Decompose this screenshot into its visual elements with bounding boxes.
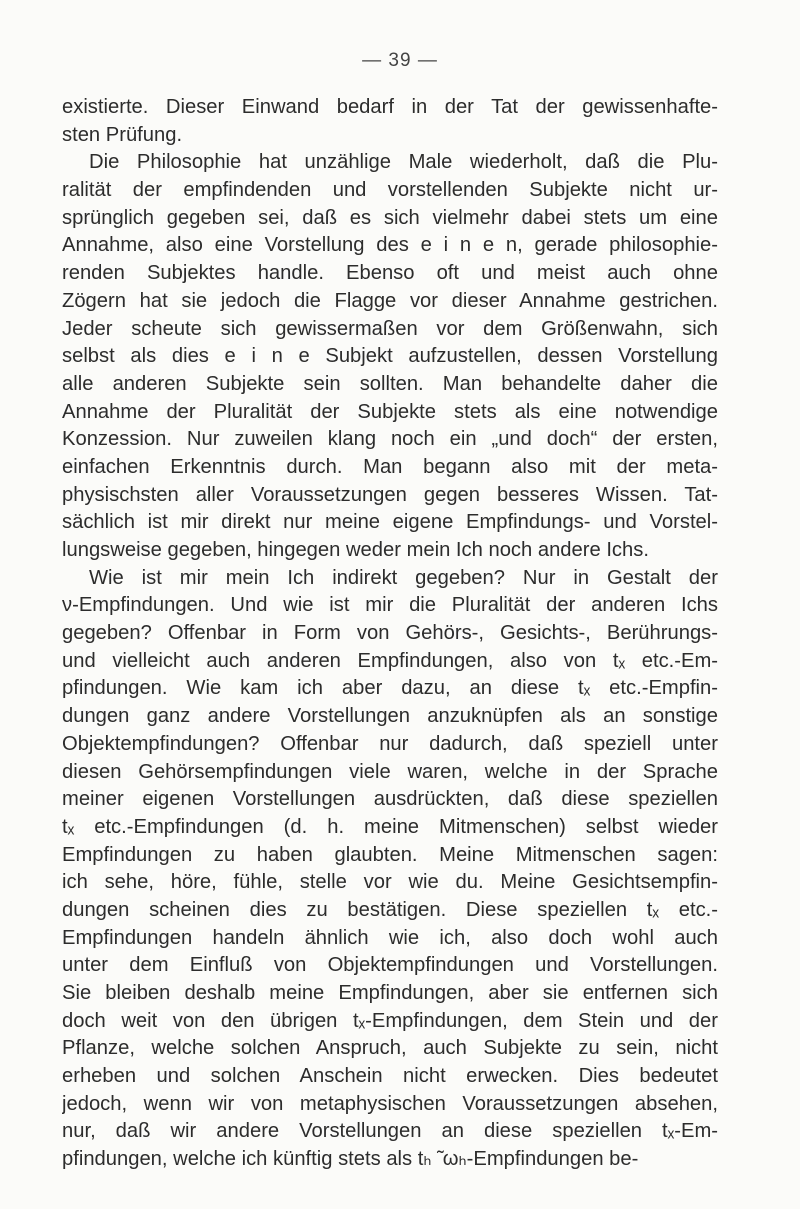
text-line: tₓ etc.-Empfindungen (d. h. meine Mitmenschen) selbst wieder	[62, 815, 718, 838]
text-line: ich sehe, höre, fühle, stelle vor wie du. Meine Gesichtsempfin-	[62, 871, 718, 894]
text-line: renden Subjektes handle. Ebenso oft und meist auch ohne	[62, 262, 718, 285]
text-line: sprünglich gegeben sei, daß es sich vielmehr dabei stets um eine	[62, 206, 718, 229]
text-line: Zögern hat sie jedoch die Flagge vor dieser Annahme gestrichen.	[62, 289, 718, 312]
text-line: selbst als dies e i n e Subjekt aufzustellen, dessen Vorstellung	[62, 345, 718, 368]
text-line: doch weit von den übrigen tₓ-Empfindungen, dem Stein und der	[62, 1009, 718, 1032]
text-line: Annahme der Pluralität der Subjekte stets als eine notwendige	[62, 400, 718, 423]
text-line: sten Prüfung.	[62, 123, 183, 146]
text-line: Jeder scheute sich gewissermaßen vor dem Größenwahn, sich	[62, 317, 718, 340]
text-line: nur, daß wir andere Vorstellungen an diese speziellen tₓ-Em-	[62, 1120, 718, 1143]
text-line: Wie ist mir mein Ich indirekt gegeben? Nur in Gestalt der	[89, 566, 718, 589]
text-line: erheben und solchen Anschein nicht erwecken. Dies bedeutet	[62, 1065, 718, 1088]
text-line: pfindungen. Wie kam ich aber dazu, an diese tₓ etc.-Empfin-	[62, 677, 718, 700]
text-line: physischsten aller Voraussetzungen gegen besseres Wissen. Tat-	[62, 483, 718, 506]
text-line: ralität der empfindenden und vorstellenden Subjekte nicht ur-	[62, 179, 718, 202]
text-line: einfachen Erkenntnis durch. Man begann also mit der meta-	[62, 455, 718, 478]
text-line: Objektempfindungen? Offenbar nur dadurch, daß speziell unter	[62, 732, 718, 755]
text-line: pfindungen, welche ich künftig stets als tₕ ̃ ωₕ-Empfindungen be-	[62, 1148, 639, 1171]
text-line: Empfindungen zu haben glaubten. Meine Mitmenschen sagen:	[62, 843, 718, 866]
text-line: Annahme, also eine Vorstellung des e i n e n, gerade philosophie-	[62, 234, 718, 257]
text-line: ν-Empfindungen. Und wie ist mir die Pluralität der anderen Ichs	[62, 594, 718, 617]
text-line: Empfindungen handeln ähnlich wie ich, also doch wohl auch	[62, 926, 718, 949]
text-line: und vielleicht auch anderen Empfindungen, also von tₓ etc.-Em-	[62, 649, 718, 672]
text-line: meiner eigenen Vorstellungen ausdrückten, daß diese speziellen	[62, 788, 718, 811]
text-line: dungen ganz andere Vorstellungen anzuknüpfen als an sonstige	[62, 705, 718, 728]
text-line: jedoch, wenn wir von metaphysischen Voraussetzungen absehen,	[62, 1092, 718, 1115]
text-line: alle anderen Subjekte sein sollten. Man behandelte daher die	[62, 372, 718, 395]
page-number: — 39 —	[362, 50, 438, 71]
text-line: Pflanze, welche solchen Anspruch, auch Subjekte zu sein, nicht	[62, 1037, 718, 1060]
body-text	[62, 94, 718, 1174]
text-line: sächlich ist mir direkt nur meine eigene Empfindungs- und Vorstel-	[62, 511, 718, 534]
text-line: diesen Gehörsempfindungen viele waren, welche in der Sprache	[62, 760, 718, 783]
text-line: unter dem Einfluß von Objektempfindungen und Vorstellungen.	[62, 954, 718, 977]
text-line: gegeben? Offenbar in Form von Gehörs-, Gesichts-, Berührungs-	[62, 622, 718, 645]
text-line: Die Philosophie hat unzählige Male wiederholt, daß die Plu-	[89, 151, 718, 174]
text-line: existierte. Dieser Einwand bedarf in der Tat der gewissenhafte-	[62, 96, 718, 118]
text-line: Konzession. Nur zuweilen klang noch ein „und doch“ der ersten,	[62, 428, 718, 451]
text-line: lungsweise gegeben, hingegen weder mein Ich noch andere Ichs.	[62, 539, 649, 561]
text-line: Sie bleiben deshalb meine Empfindungen, aber sie entfernen sich	[62, 982, 718, 1004]
text-line: dungen scheinen dies zu bestätigen. Diese speziellen tₓ etc.-	[62, 898, 718, 921]
